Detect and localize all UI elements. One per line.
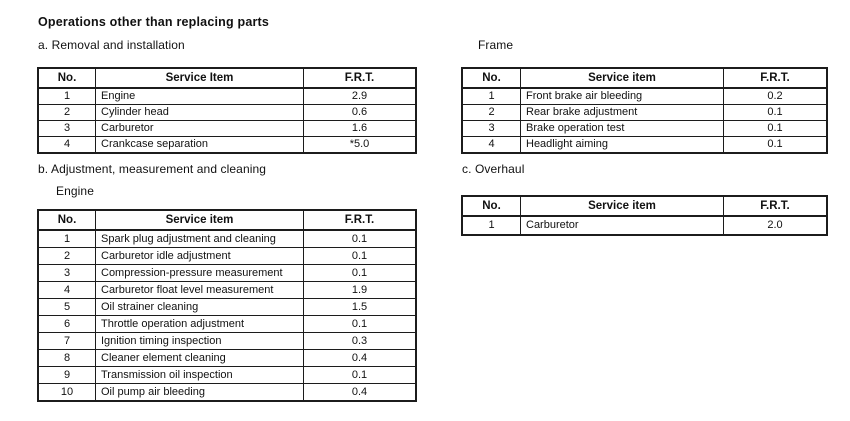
service-item-cell: Carburetor idle adjustment [96, 248, 304, 265]
service-item-cell: Carburetor [96, 121, 304, 137]
table-header-row [38, 210, 416, 230]
frt-value-cell: 1.9 [304, 282, 417, 299]
row-number-cell: 1 [38, 230, 96, 248]
row-number-cell: 2 [462, 105, 521, 121]
section-heading-overhaul: c. Overhaul [462, 162, 525, 176]
section-heading-removal-and-installation: a. Removal and installation [38, 38, 185, 52]
table-row [38, 248, 416, 265]
frt-value-cell: 0.1 [304, 265, 417, 282]
row-number-cell: 8 [38, 350, 96, 367]
column-header-f-r-t: F.R.T. [304, 68, 417, 88]
column-header-f-r-t: F.R.T. [304, 210, 417, 230]
table-row [38, 230, 416, 248]
service-item-cell: Oil strainer cleaning [96, 299, 304, 316]
table-row [38, 384, 416, 402]
table-row [38, 367, 416, 384]
row-number-cell: 3 [38, 121, 96, 137]
column-header-no: No. [462, 68, 521, 88]
service-item-cell: Cylinder head [96, 105, 304, 121]
table-row [38, 316, 416, 333]
row-number-cell: 2 [38, 105, 96, 121]
column-header-no: No. [462, 196, 521, 216]
frame-table [461, 67, 828, 154]
column-header-service-item: Service item [96, 210, 304, 230]
table-row [38, 282, 416, 299]
table-row [38, 121, 416, 137]
service-item-cell: Carburetor [521, 216, 724, 235]
frt-value-cell: 0.1 [724, 121, 828, 137]
table-row [38, 333, 416, 350]
service-item-cell: Cleaner element cleaning [96, 350, 304, 367]
frt-value-cell: 0.2 [724, 88, 828, 105]
table-row [38, 299, 416, 316]
frt-value-cell: 0.3 [304, 333, 417, 350]
service-item-cell: Oil pump air bleeding [96, 384, 304, 402]
table-row [38, 88, 416, 105]
row-number-cell: 1 [38, 88, 96, 105]
frt-value-cell: 0.1 [304, 367, 417, 384]
service-item-cell: Engine [96, 88, 304, 105]
row-number-cell: 5 [38, 299, 96, 316]
frt-value-cell: 1.5 [304, 299, 417, 316]
frt-value-cell: 2.9 [304, 88, 417, 105]
service-item-cell: Crankcase separation [96, 137, 304, 154]
table-row [38, 350, 416, 367]
service-item-cell: Throttle operation adjustment [96, 316, 304, 333]
table-row [462, 88, 827, 105]
row-number-cell: 3 [38, 265, 96, 282]
service-item-cell: Front brake air bleeding [521, 88, 724, 105]
overhaul-table [461, 195, 828, 236]
column-header-service-item: Service item [521, 68, 724, 88]
service-item-cell: Spark plug adjustment and cleaning [96, 230, 304, 248]
frt-value-cell: *5.0 [304, 137, 417, 154]
service-item-cell: Headlight aiming [521, 137, 724, 154]
table-row [38, 137, 416, 154]
row-number-cell: 4 [462, 137, 521, 154]
table-row [38, 105, 416, 121]
removal-and-installation-table [37, 67, 417, 154]
row-number-cell: 10 [38, 384, 96, 402]
frt-value-cell: 0.1 [304, 230, 417, 248]
column-header-service-item: Service item [521, 196, 724, 216]
section-subheading-engine: Engine [56, 184, 94, 198]
column-header-f-r-t: F.R.T. [724, 68, 828, 88]
row-number-cell: 3 [462, 121, 521, 137]
table-header-row [38, 68, 416, 88]
frt-value-cell: 0.4 [304, 350, 417, 367]
page-title: Operations other than replacing parts [38, 15, 270, 29]
table-row [38, 265, 416, 282]
row-number-cell: 1 [462, 88, 521, 105]
service-item-cell: Ignition timing inspection [96, 333, 304, 350]
table-row [462, 121, 827, 137]
frt-value-cell: 0.6 [304, 105, 417, 121]
service-item-cell: Brake operation test [521, 121, 724, 137]
service-item-cell: Rear brake adjustment [521, 105, 724, 121]
row-number-cell: 9 [38, 367, 96, 384]
table-row [462, 105, 827, 121]
section-heading-frame: Frame [478, 38, 514, 52]
table-row [462, 137, 827, 154]
column-header-f-r-t: F.R.T. [724, 196, 828, 216]
frt-value-cell: 1.6 [304, 121, 417, 137]
row-number-cell: 7 [38, 333, 96, 350]
row-number-cell: 2 [38, 248, 96, 265]
frt-value-cell: 0.1 [724, 137, 828, 154]
table-header-row [462, 68, 827, 88]
frt-value-cell: 0.1 [304, 248, 417, 265]
service-item-cell: Compression-pressure measurement [96, 265, 304, 282]
row-number-cell: 6 [38, 316, 96, 333]
table-header-row [462, 196, 827, 216]
column-header-service-item: Service Item [96, 68, 304, 88]
section-heading-adjustment-measurement-cleaning: b. Adjustment, measurement and cleaning [38, 162, 267, 176]
column-header-no: No. [38, 210, 96, 230]
row-number-cell: 1 [462, 216, 521, 235]
frt-value-cell: 0.1 [304, 316, 417, 333]
frt-value-cell: 2.0 [724, 216, 828, 235]
adjustment-measurement-cleaning-table [37, 209, 417, 402]
row-number-cell: 4 [38, 137, 96, 154]
column-header-no: No. [38, 68, 96, 88]
service-item-cell: Carburetor float level measurement [96, 282, 304, 299]
service-item-cell: Transmission oil inspection [96, 367, 304, 384]
frt-value-cell: 0.1 [724, 105, 828, 121]
frt-value-cell: 0.4 [304, 384, 417, 402]
table-row [462, 216, 827, 235]
row-number-cell: 4 [38, 282, 96, 299]
